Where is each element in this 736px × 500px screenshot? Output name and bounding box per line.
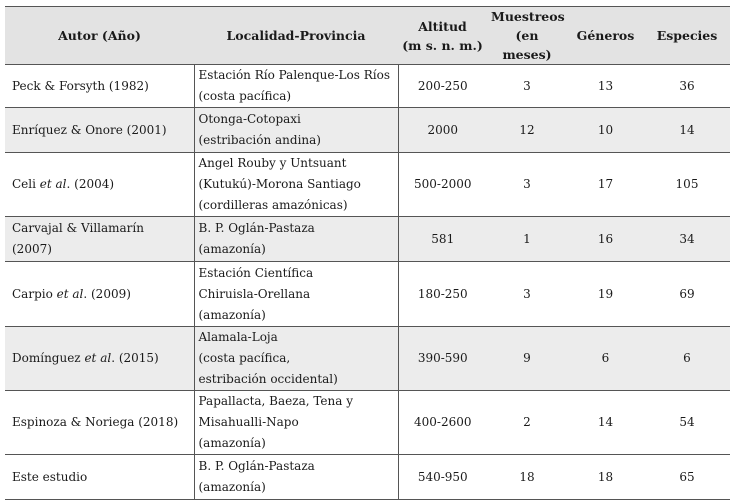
locality-line: Angel Rouby y Untsuant (198, 156, 347, 170)
cell-author: Espinoza & Noriega (2018) (5, 391, 194, 455)
header-samplings (487, 7, 567, 65)
cell-species: 65 (644, 455, 730, 500)
locality-line: (Kutukú)-Morona Santiago (198, 177, 361, 191)
cell-genera: 10 (567, 108, 644, 153)
author-name: Carpio (12, 286, 57, 301)
cell-altitude: 581 (398, 217, 487, 262)
table-row (5, 65, 730, 108)
cell-altitude: 540-950 (398, 455, 487, 500)
locality-line: (costa pacífica, (198, 351, 291, 365)
locality-line: (cordilleras amazónicas) (198, 198, 348, 212)
locality-line: Otonga-Cotopaxi (198, 112, 301, 126)
locality-line: (costa pacífica) (198, 89, 292, 103)
cell-locality (194, 65, 398, 108)
locality-line: B. P. Oglán-Pastaza (198, 459, 315, 473)
locality-line: B. P. Oglán-Pastaza (198, 221, 315, 235)
author-name: Celi (12, 177, 40, 191)
cell-locality (194, 327, 398, 391)
locality-line: Alamala-Loja (198, 330, 278, 344)
cell-species: 36 (644, 65, 730, 108)
cell-species: 54 (644, 391, 730, 455)
cell-samplings: 9 (487, 327, 567, 391)
table-row (5, 217, 730, 262)
cell-locality (194, 455, 398, 500)
cell-samplings: 3 (487, 262, 567, 327)
header-author: Autor (Año) (5, 7, 194, 65)
cell-locality (194, 262, 398, 327)
cell-species: 105 (644, 153, 730, 217)
cell-species: 14 (644, 108, 730, 153)
species-comparison-table (5, 6, 730, 500)
author-year: . (2015) (111, 351, 159, 365)
locality-line: (estribación andina) (198, 133, 321, 147)
locality-line: (amazonía) (198, 242, 266, 256)
cell-altitude: 2000 (398, 108, 487, 153)
cell-altitude: 390-590 (398, 327, 487, 391)
cell-genera: 19 (567, 262, 644, 327)
cell-locality (194, 391, 398, 455)
cell-locality (194, 108, 398, 153)
locality-line: Estación Científica (198, 265, 314, 280)
table-row (5, 327, 730, 391)
cell-genera: 18 (567, 455, 644, 500)
header-locality: Localidad-Provincia (194, 7, 398, 65)
header-genera: Géneros (567, 7, 644, 65)
cell-author: Carvajal & Villamarín (2007) (5, 217, 194, 262)
cell-author (5, 262, 194, 327)
locality-line: Misahualli-Napo (198, 415, 299, 429)
cell-author: Este estudio (5, 455, 194, 500)
table-header (5, 7, 730, 65)
author-year: . (2004) (66, 177, 115, 191)
cell-locality (194, 153, 398, 217)
header-row (5, 7, 730, 65)
locality-line: (amazonía) (198, 480, 266, 494)
table-row (5, 455, 730, 500)
locality-line: (amazonía) (198, 307, 266, 322)
cell-genera: 13 (567, 65, 644, 108)
header-altitude-line2: (m s. n. m.) (402, 37, 483, 53)
header-altitude-line1: Altitud (418, 18, 467, 34)
locality-line: Estación Río Palenque-Los Ríos (198, 68, 390, 82)
table-body (5, 65, 730, 500)
cell-altitude: 400-2600 (398, 391, 487, 455)
locality-line: Chiruisla-Orellana (198, 286, 311, 301)
header-samplings-line1: Muestreos (491, 9, 565, 24)
cell-samplings: 1 (487, 217, 567, 262)
author-et-al: et al (84, 351, 112, 365)
cell-samplings: 3 (487, 153, 567, 217)
locality-line: Papallacta, Baeza, Tena y (198, 394, 354, 408)
table-row (5, 153, 730, 217)
cell-altitude: 500-2000 (398, 153, 487, 217)
cell-author: Enríquez & Onore (2001) (5, 108, 194, 153)
cell-author: Peck & Forsyth (1982) (5, 65, 194, 108)
cell-samplings: 18 (487, 455, 567, 500)
cell-samplings: 2 (487, 391, 567, 455)
cell-genera: 14 (567, 391, 644, 455)
header-samplings-line2: (en meses) (502, 28, 552, 62)
cell-samplings: 3 (487, 65, 567, 108)
header-altitude (398, 7, 487, 65)
table-row (5, 262, 730, 327)
cell-genera: 17 (567, 153, 644, 217)
cell-author (5, 153, 194, 217)
table-row (5, 108, 730, 153)
author-name: Domínguez (12, 351, 85, 365)
author-et-al: et al (39, 177, 67, 191)
author-year: . (2009) (83, 286, 131, 301)
author-et-al: et al (56, 286, 84, 301)
header-species: Especies (644, 7, 730, 65)
cell-locality (194, 217, 398, 262)
cell-species: 6 (644, 327, 730, 391)
cell-genera: 6 (567, 327, 644, 391)
cell-altitude: 200-250 (398, 65, 487, 108)
cell-samplings: 12 (487, 108, 567, 153)
cell-author (5, 327, 194, 391)
cell-genera: 16 (567, 217, 644, 262)
cell-species: 69 (644, 262, 730, 327)
locality-line: estribación occidental) (198, 372, 338, 386)
table-row (5, 391, 730, 455)
cell-species: 34 (644, 217, 730, 262)
locality-line: (amazonía) (198, 436, 266, 450)
cell-altitude: 180-250 (398, 262, 487, 327)
